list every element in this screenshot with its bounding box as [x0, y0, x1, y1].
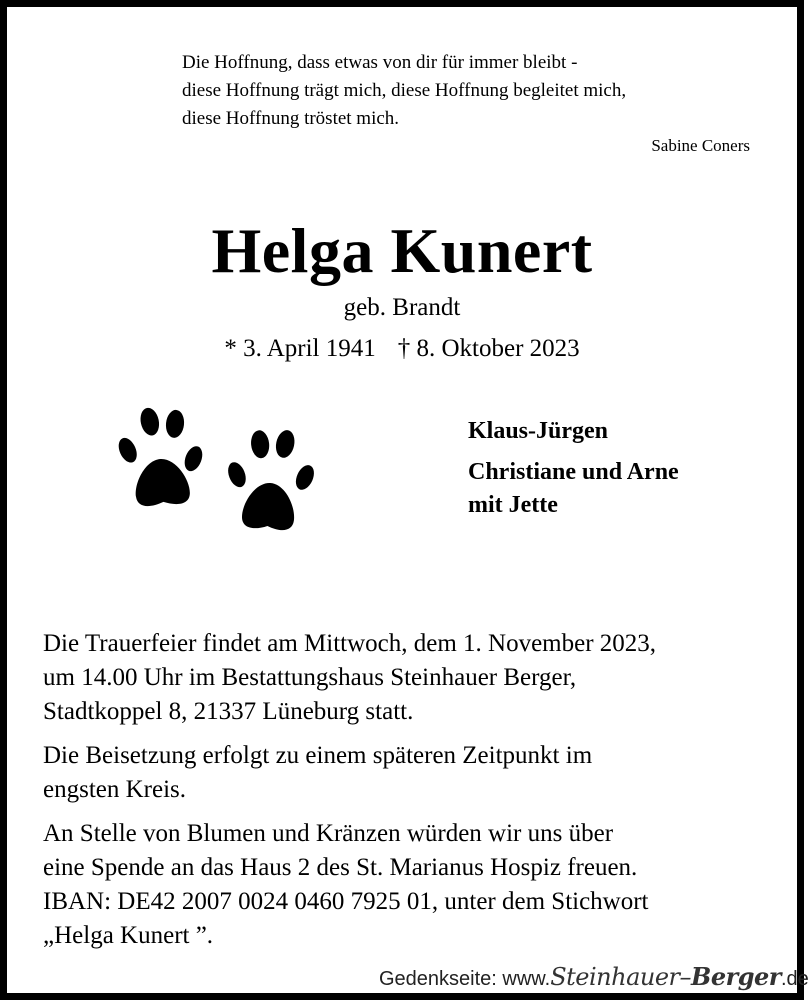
notice-line: eine Spende an das Haus 2 des St. Marianus Hospiz freuen.: [43, 854, 638, 881]
notice-line: Stadtkoppel 8, 21337 Lüneburg statt.: [43, 698, 414, 725]
donation-notice: [43, 817, 783, 953]
poem-line: Die Hoffnung, dass etwas von dir für immer bleibt -: [182, 52, 578, 73]
notice-text: [43, 627, 783, 963]
poem-line: diese Hoffnung tröstet mich.: [182, 108, 400, 129]
notice-line: Die Trauerfeier findet am Mittwoch, dem 1. November 2023,: [43, 630, 657, 657]
notice-line: Die Beisetzung erfolgt zu einem späteren Zeitpunkt im: [43, 742, 593, 769]
notice-line: „Helga Kunert ”.: [43, 922, 214, 949]
life-dates: [7, 332, 797, 366]
brand-separator: –: [679, 963, 692, 991]
notice-line: IBAN: DE42 2007 0024 0460 7925 01, unter dem Stichwort: [43, 888, 649, 915]
footer-label: Gedenkseite: www.: [379, 968, 551, 990]
poem-line: diese Hoffnung trägt mich, diese Hoffnung begleitet mich,: [182, 80, 627, 101]
birth-date: * 3. April 1941: [224, 335, 376, 362]
paw-print-icon: [113, 403, 209, 508]
notice-line: um 14.00 Uhr im Bestattungshaus Steinhauer Berger,: [43, 664, 577, 691]
poem-author: Sabine Coners: [651, 136, 750, 155]
brand-part1: Steinhauer: [550, 963, 680, 991]
notice-line: An Stelle von Blumen und Kränzen würden wir uns über: [43, 820, 614, 847]
mourner-name: Christiane und Arne: [468, 459, 679, 485]
poem: [182, 49, 782, 133]
burial-notice: [43, 739, 783, 807]
birth-name: geb. Brandt: [343, 294, 461, 321]
deceased-name: Helga Kunert: [211, 215, 593, 286]
mourners: [468, 415, 788, 522]
paw-prints: [107, 395, 327, 545]
brand-part2: Berger: [691, 962, 781, 991]
death-date: † 8. Oktober 2023: [397, 335, 580, 362]
paw-print-icon: [221, 425, 321, 532]
memorial-page-link[interactable]: [379, 962, 809, 992]
notice-line: engsten Kreis.: [43, 776, 187, 803]
funeral-notice: [43, 627, 783, 729]
mourner-name: Klaus-Jürgen: [468, 418, 609, 444]
footer-tld: .de: [780, 968, 809, 990]
mourner-name: mit Jette: [468, 492, 558, 518]
